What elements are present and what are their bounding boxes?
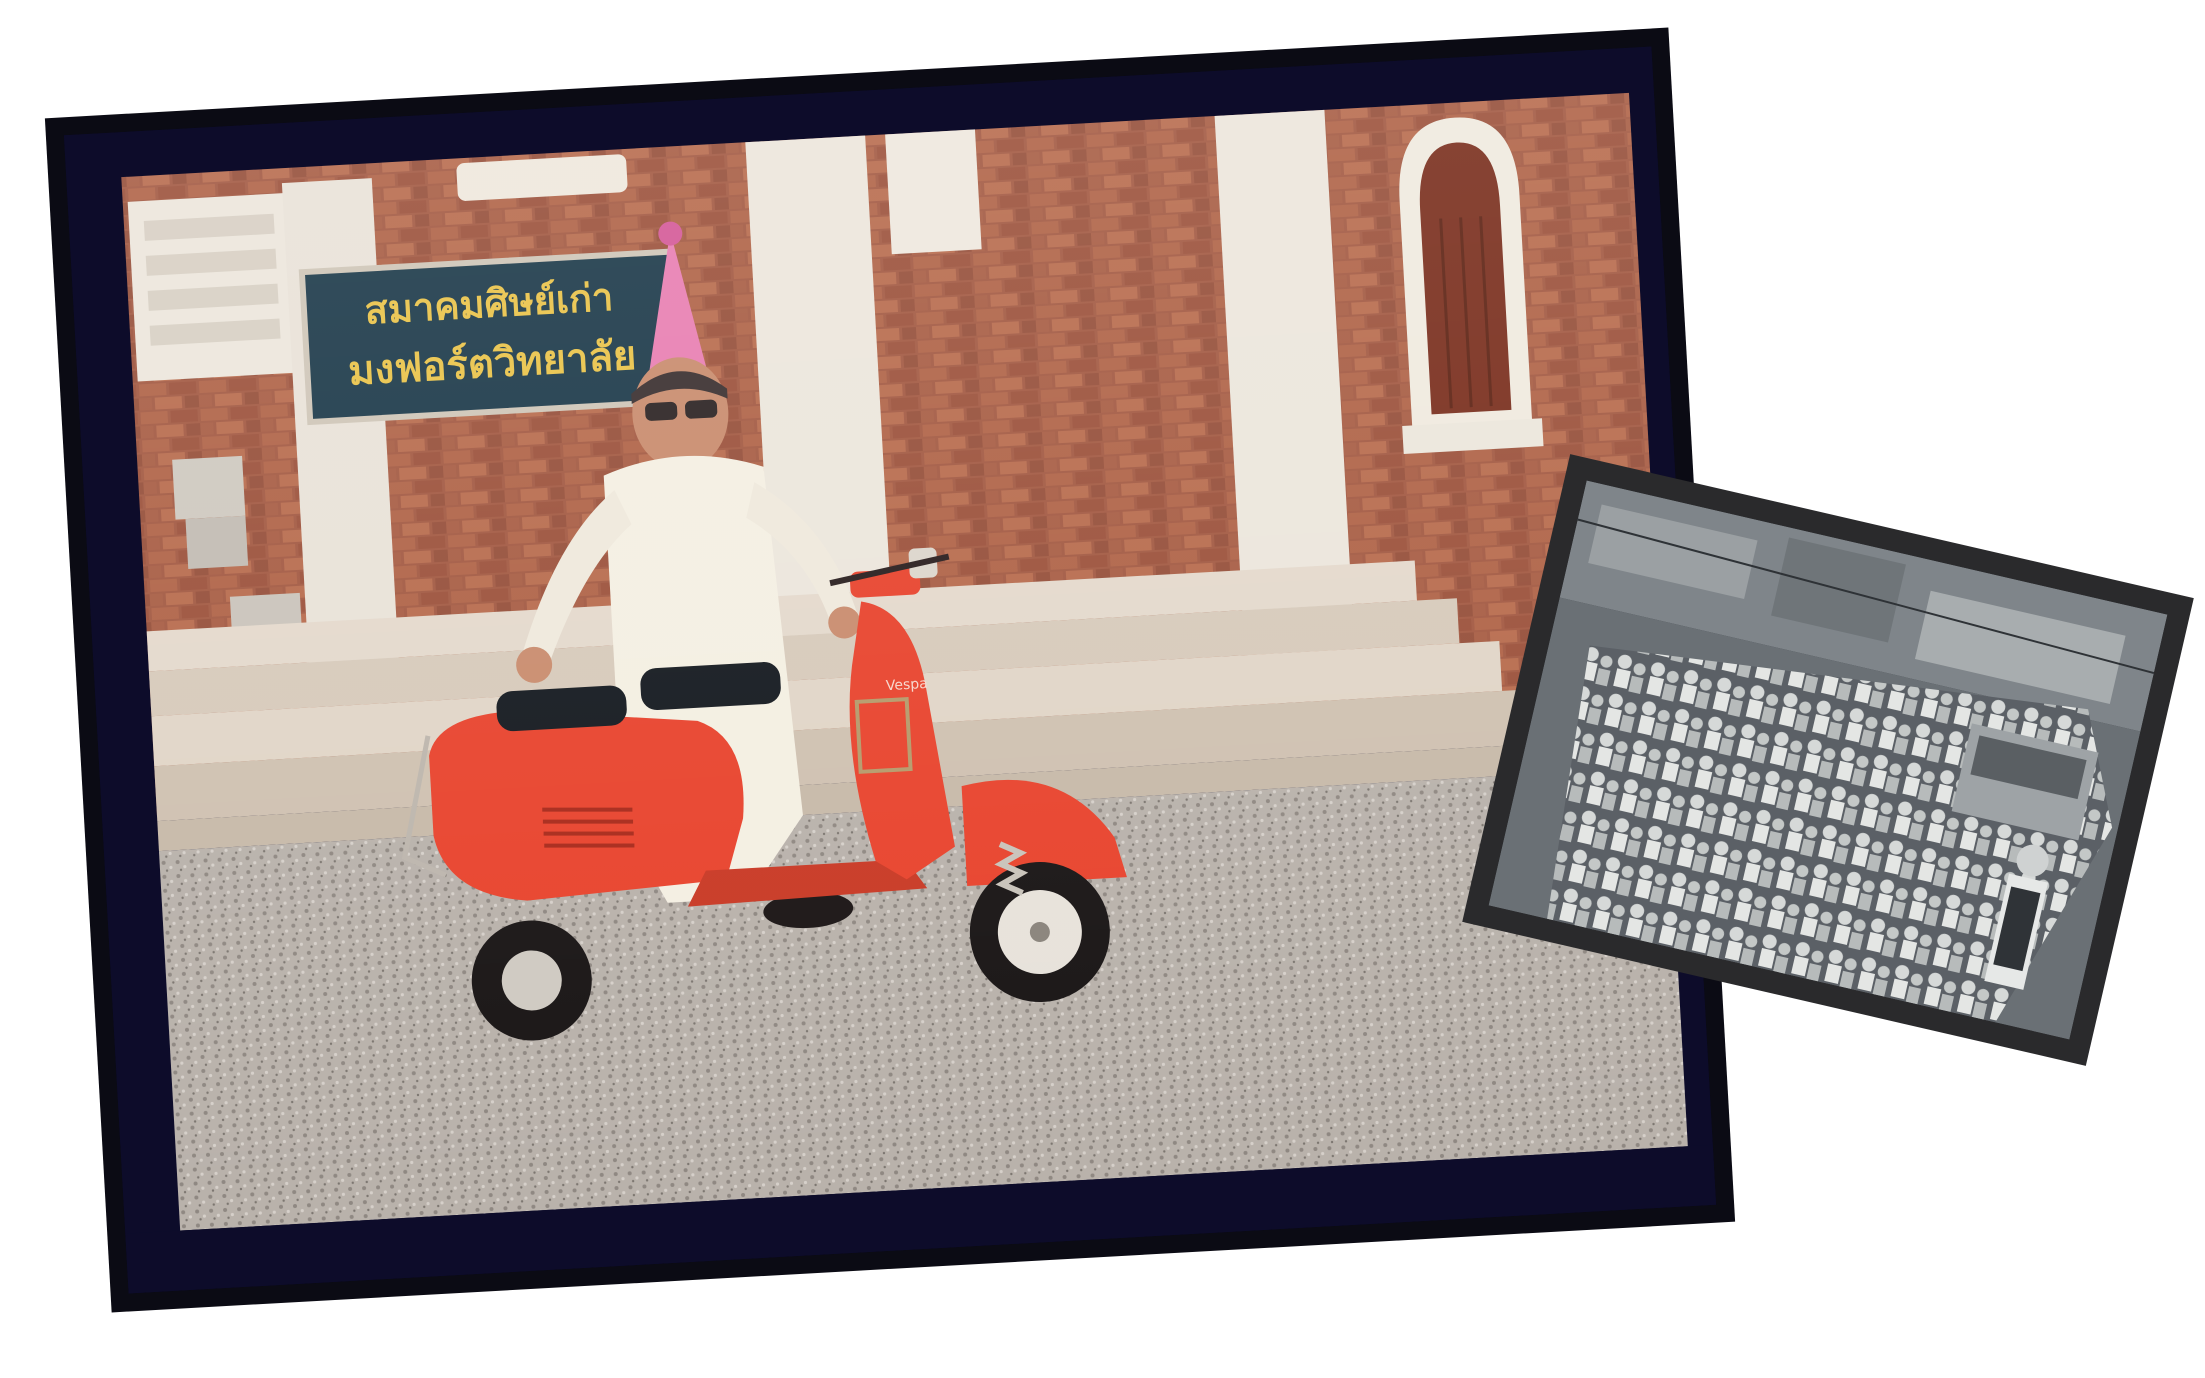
main-photo-scene — [64, 47, 1716, 1294]
main-photo — [64, 47, 1716, 1294]
